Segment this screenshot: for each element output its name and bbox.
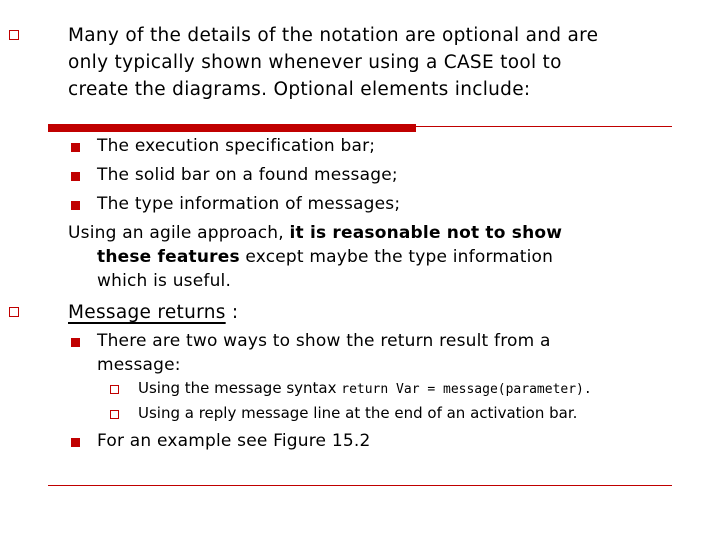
agile-bold-2: these features <box>97 247 240 267</box>
heading-colon: : <box>225 302 239 323</box>
bullet-text-line-3: create the diagrams. Optional elements include: <box>68 79 531 100</box>
optional-element-3: The type information of messages; <box>97 194 401 214</box>
example-reference: For an example see Figure 15.2 <box>97 431 371 451</box>
filled-square-bullet-icon <box>71 438 80 447</box>
filled-square-bullet-icon <box>71 143 80 152</box>
hollow-square-bullet-icon <box>9 30 19 40</box>
message-returns-link[interactable]: Message returns <box>68 302 226 323</box>
divider-line-bottom <box>48 485 672 486</box>
filled-square-bullet-icon <box>71 338 80 347</box>
agile-line-1 <box>68 224 562 244</box>
hollow-square-bullet-icon <box>110 385 119 394</box>
agile-rest-2: except maybe the type information <box>239 247 554 267</box>
hollow-square-bullet-icon <box>9 307 19 317</box>
bullet-text-line-1: Many of the details of the notation are optional and are <box>68 25 599 46</box>
return-way-1-text: Using the message syntax <box>138 379 342 397</box>
filled-square-bullet-icon <box>71 201 80 210</box>
agile-line-3: which is useful. <box>97 271 232 291</box>
divider-line-top <box>416 126 672 127</box>
hollow-square-bullet-icon <box>110 410 119 419</box>
return-way-2: Using a reply message line at the end of an activation bar. <box>138 404 578 422</box>
decorative-red-bar <box>48 124 416 132</box>
bullet-text-line-2: only typically shown whenever using a CASE tool to <box>68 52 562 73</box>
agile-prefix: Using an agile approach, <box>68 223 290 243</box>
agile-bold-1: it is reasonable not to show <box>289 223 563 243</box>
agile-line-2 <box>97 248 553 268</box>
optional-element-2: The solid bar on a found message; <box>97 165 398 185</box>
returns-intro-line-1: There are two ways to show the return result from a <box>97 331 551 351</box>
return-way-1 <box>138 380 592 398</box>
message-returns-heading <box>68 302 238 323</box>
return-way-1-code: return Var = message(parameter). <box>341 382 592 397</box>
returns-intro-line-2: message: <box>97 355 181 375</box>
optional-element-1: The execution specification bar; <box>97 136 376 156</box>
filled-square-bullet-icon <box>71 172 80 181</box>
